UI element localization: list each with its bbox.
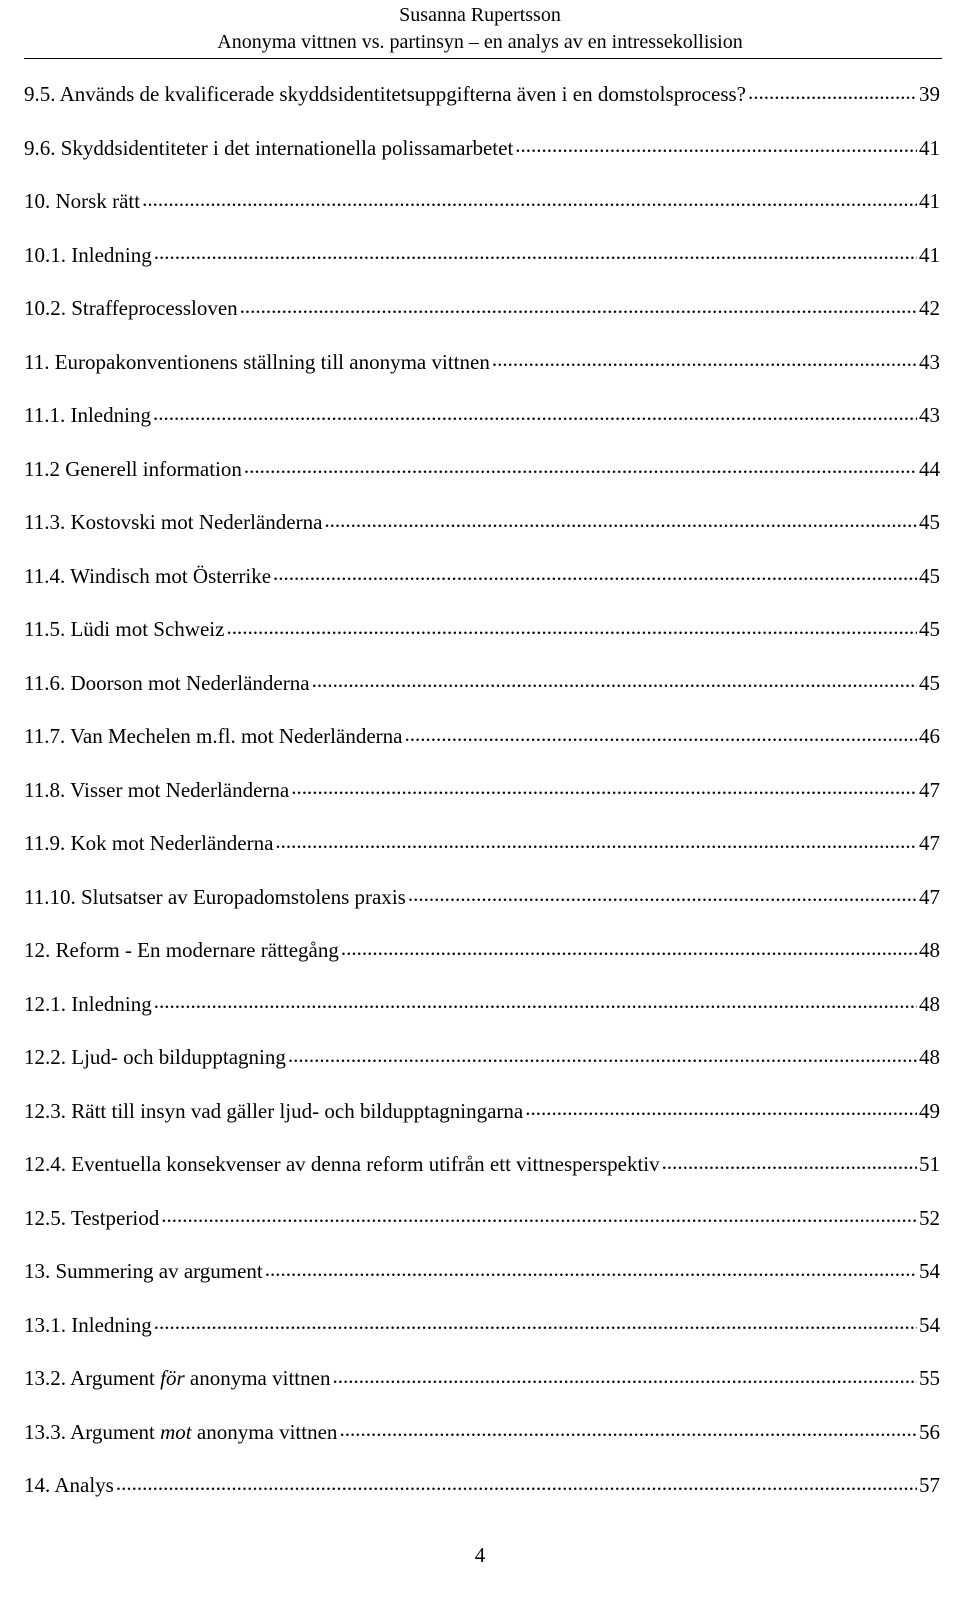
toc-entry-page: 41 xyxy=(919,242,940,267)
toc-leader-dots xyxy=(153,404,917,428)
toc-entry[interactable] xyxy=(24,443,940,497)
toc-entry[interactable] xyxy=(24,764,940,818)
toc-entry[interactable] xyxy=(24,1245,940,1299)
toc-entry-title: 11.1. Inledning xyxy=(24,403,151,428)
toc-entry[interactable] xyxy=(24,978,940,1032)
toc-leader-dots xyxy=(332,1367,917,1391)
toc-entry[interactable] xyxy=(24,871,940,925)
toc-entry-page: 54 xyxy=(919,1259,940,1284)
toc-entry-title: 14. Analys xyxy=(24,1473,114,1498)
toc-entry[interactable] xyxy=(24,657,940,711)
toc-leader-dots xyxy=(341,939,917,963)
toc-leader-dots xyxy=(662,1153,917,1177)
toc-entry-title: 11. Europakonventionens ställning till anonyma vittnen xyxy=(24,349,490,374)
toc-entry-page: 45 xyxy=(919,617,940,642)
toc-leader-dots xyxy=(161,1206,917,1230)
toc-entry-title: 12.3. Rätt till insyn vad gäller ljud- och bildupptagningarna xyxy=(24,1098,524,1123)
toc-leader-dots xyxy=(339,1420,917,1444)
page-header xyxy=(0,0,960,56)
toc-entry[interactable] xyxy=(24,68,940,122)
toc-entry-page: 44 xyxy=(919,456,940,481)
toc-leader-dots xyxy=(288,1046,917,1070)
toc-entry[interactable] xyxy=(24,1031,940,1085)
toc-leader-dots xyxy=(515,136,917,160)
toc-leader-dots xyxy=(226,618,917,642)
toc-entry-title: 11.9. Kok mot Nederländerna xyxy=(24,831,274,856)
toc-entry-title: 11.10. Slutsatser av Europadomstolens praxis xyxy=(24,884,406,909)
toc-entry-title: 12.5. Testperiod xyxy=(24,1205,160,1230)
toc-entry-page: 41 xyxy=(919,189,940,214)
toc-entry-title: 10.1. Inledning xyxy=(24,242,152,267)
toc-entry-title: 13. Summering av argument xyxy=(24,1259,263,1284)
toc-entry-title: 12.1. Inledning xyxy=(24,991,152,1016)
toc-entry-page: 45 xyxy=(919,563,940,588)
toc-leader-dots xyxy=(291,778,917,802)
toc-entry-page: 47 xyxy=(919,884,940,909)
toc-entry-page: 49 xyxy=(919,1098,940,1123)
toc-entry[interactable] xyxy=(24,603,940,657)
toc-entry-title: 9.6. Skyddsidentiteter i det internationella polissamarbetet xyxy=(24,135,514,160)
page-number: 4 xyxy=(474,1543,486,1567)
toc-entry-page: 42 xyxy=(919,296,940,321)
toc-entry[interactable] xyxy=(24,282,940,336)
toc-entry[interactable] xyxy=(24,1299,940,1353)
toc-entry[interactable] xyxy=(24,1459,940,1513)
toc-leader-dots xyxy=(154,243,917,267)
toc-entry-page: 45 xyxy=(919,670,940,695)
toc-leader-dots xyxy=(244,457,917,481)
toc-entry[interactable] xyxy=(24,229,940,283)
toc-leader-dots xyxy=(748,83,917,107)
toc-entry[interactable] xyxy=(24,389,940,443)
toc-leader-dots xyxy=(154,1313,917,1337)
toc-entry[interactable] xyxy=(24,1138,940,1192)
toc-entry-title: 11.2 Generell information xyxy=(24,456,242,481)
toc-entry-page: 51 xyxy=(919,1152,940,1177)
toc-entry[interactable] xyxy=(24,710,940,764)
toc-leader-dots xyxy=(142,190,917,214)
toc-entry-page: 43 xyxy=(919,349,940,374)
toc-entry[interactable] xyxy=(24,1192,940,1246)
toc-entry-page: 43 xyxy=(919,403,940,428)
toc-entry-page: 47 xyxy=(919,831,940,856)
toc-entry-page: 39 xyxy=(919,82,940,107)
toc-entry-title: 11.8. Visser mot Nederländerna xyxy=(24,777,290,802)
toc-leader-dots xyxy=(312,671,917,695)
toc-entry[interactable] xyxy=(24,175,940,229)
toc-entry[interactable] xyxy=(24,496,940,550)
toc-entry[interactable] xyxy=(24,1085,940,1139)
toc-leader-dots xyxy=(525,1099,917,1123)
toc-entry-title: 12. Reform - En modernare rättegång xyxy=(24,938,339,963)
toc-entry[interactable] xyxy=(24,817,940,871)
table-of-contents xyxy=(24,68,940,1513)
toc-entry-title: 11.5. Lüdi mot Schweiz xyxy=(24,617,225,642)
toc-entry-page: 55 xyxy=(919,1366,940,1391)
toc-leader-dots xyxy=(265,1260,917,1284)
toc-entry-title: 12.4. Eventuella konsekvenser av denna reform utifrån ett vittnesperspektiv xyxy=(24,1152,660,1177)
toc-leader-dots xyxy=(324,511,917,535)
toc-entry-page: 48 xyxy=(919,938,940,963)
toc-entry[interactable] xyxy=(24,1352,940,1406)
toc-leader-dots xyxy=(154,992,917,1016)
toc-leader-dots xyxy=(273,564,917,588)
toc-entry-page: 48 xyxy=(919,1045,940,1070)
header-subtitle: Anonyma vittnen vs. partinsyn – en analys av en intressekollision xyxy=(217,31,743,53)
toc-entry-page: 46 xyxy=(919,724,940,749)
toc-entry-title: 12.2. Ljud- och bildupptagning xyxy=(24,1045,286,1070)
toc-entry[interactable] xyxy=(24,336,940,390)
toc-entry-title: 10. Norsk rätt xyxy=(24,189,141,214)
toc-entry-title: 11.4. Windisch mot Österrike xyxy=(24,563,272,588)
toc-entry-title: 9.5. Används de kvalificerade skyddsidentitetsuppgifterna även i en domstolsprocess? xyxy=(24,82,746,107)
toc-leader-dots xyxy=(492,350,917,374)
toc-entry[interactable] xyxy=(24,1406,940,1460)
toc-leader-dots xyxy=(404,725,917,749)
toc-leader-dots xyxy=(275,832,917,856)
toc-entry-title: 13.3. Argument mot anonyma vittnen xyxy=(24,1419,338,1444)
header-author: Susanna Rupertsson xyxy=(399,4,561,26)
toc-entry-page: 47 xyxy=(919,777,940,802)
toc-leader-dots xyxy=(240,297,917,321)
toc-entry[interactable] xyxy=(24,924,940,978)
toc-entry-title: 11.3. Kostovski mot Nederländerna xyxy=(24,510,323,535)
toc-entry-title: 11.7. Van Mechelen m.fl. mot Nederländerna xyxy=(24,724,403,749)
toc-leader-dots xyxy=(116,1474,917,1498)
toc-entry-page: 54 xyxy=(919,1312,940,1337)
toc-leader-dots xyxy=(408,885,917,909)
toc-entry-title: 13.1. Inledning xyxy=(24,1312,152,1337)
toc-entry-page: 52 xyxy=(919,1205,940,1230)
toc-entry-page: 56 xyxy=(919,1419,940,1444)
toc-entry-title: 11.6. Doorson mot Nederländerna xyxy=(24,670,310,695)
toc-entry[interactable] xyxy=(24,550,940,604)
toc-entry-page: 41 xyxy=(919,135,940,160)
header-rule xyxy=(24,58,942,59)
toc-entry-page: 48 xyxy=(919,991,940,1016)
toc-entry[interactable] xyxy=(24,122,940,176)
toc-entry-title: 10.2. Straffeprocessloven xyxy=(24,296,238,321)
toc-entry-page: 45 xyxy=(919,510,940,535)
toc-entry-page: 57 xyxy=(919,1473,940,1498)
toc-entry-title: 13.2. Argument för anonyma vittnen xyxy=(24,1366,331,1391)
